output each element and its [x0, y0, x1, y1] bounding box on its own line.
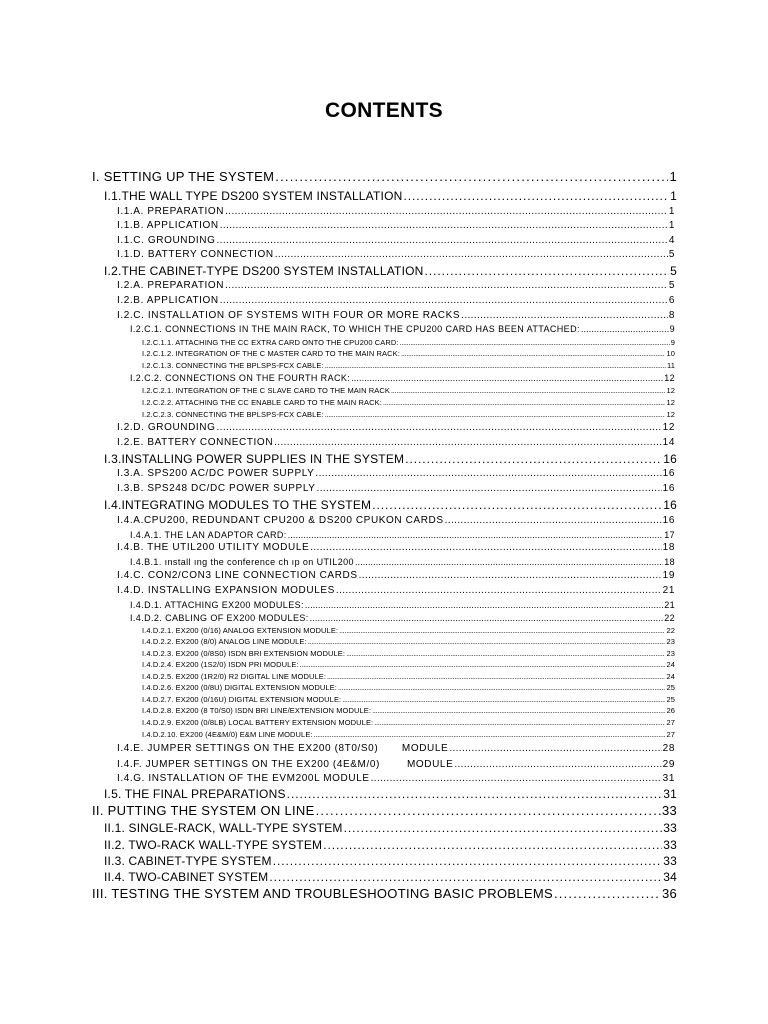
toc-dot-leader	[273, 855, 663, 867]
toc-entry[interactable]	[142, 661, 675, 669]
toc-entry[interactable]	[142, 411, 675, 419]
toc-entry-label: I.4.D.2.7. EX200 (0/16U) DIGITAL EXTENSION MODULE:	[142, 696, 342, 704]
toc-dot-leader	[274, 438, 662, 448]
toc-entry-page-number: 10	[666, 350, 675, 358]
toc-entry-label: I.1.B. APPLICATION	[117, 221, 219, 231]
toc-entry-label: I.4.A.1. THE LAN ADAPTOR CARD:	[130, 531, 287, 540]
toc-entry-page-number: 27	[666, 719, 675, 727]
toc-entry-page-number: 5	[668, 250, 675, 260]
toc-entry-label: I.2.C.2.3. CONNECTING THE BPLSPS-FCX CABLE:	[142, 411, 324, 419]
toc-entry[interactable]	[142, 707, 675, 715]
page-title: CONTENTS	[325, 99, 443, 122]
toc-entry-page-number: 9	[670, 339, 675, 347]
toc-entry-label: I.4.C. CON2/CON3 LINE CONNECTION CARDS	[117, 571, 358, 581]
toc-dot-leader	[403, 190, 669, 202]
toc-entry[interactable]	[130, 558, 675, 567]
toc-entry-page-number: 11	[667, 362, 675, 370]
toc-entry-label: I.2.D. GROUNDING	[117, 423, 216, 433]
toc-entry-page-number: 12	[662, 423, 675, 433]
toc-entry-page-number: 22	[666, 627, 675, 635]
toc-dot-leader	[300, 661, 666, 669]
toc-dot-leader	[325, 362, 666, 370]
toc-entry[interactable]	[92, 170, 677, 183]
toc-entry-page-number: 1	[669, 170, 677, 183]
toc-dot-leader	[287, 788, 663, 800]
toc-entry-page-number: 28	[662, 744, 675, 754]
toc-entry[interactable]	[130, 614, 675, 623]
toc-entry[interactable]	[117, 296, 675, 306]
toc-entry-label: I.2.C.2.1. INTEGRATION OF THE C SLAVE CARD TO THE MAIN RACK	[142, 387, 391, 395]
toc-entry-label: I.4.INTEGRATING MODULES TO THE SYSTEM	[104, 499, 372, 511]
toc-entry-page-number: 14	[662, 438, 675, 448]
toc-dot-leader	[342, 696, 665, 704]
toc-entry-label: I. SETTING UP THE SYSTEM	[92, 170, 275, 183]
toc-dot-leader	[339, 627, 665, 635]
toc-entry[interactable]	[92, 804, 677, 817]
toc-entry-label: I.4.D.2. CABLING OF EX200 MODULES:	[130, 614, 309, 623]
toc-entry[interactable]	[104, 788, 677, 800]
toc-entry-page-number: 1	[670, 190, 677, 202]
toc-entry-label: I.2.C.2.2. ATTACHING THE CC ENABLE CARD TO THE MAIN RACK:	[142, 399, 382, 407]
toc-entry[interactable]	[104, 190, 677, 202]
toc-entry-page-number: 18	[664, 558, 675, 567]
toc-entry[interactable]	[142, 696, 675, 704]
toc-dot-leader	[315, 469, 661, 479]
toc-entry-label: II.2. TWO-RACK WALL-TYPE SYSTEM	[104, 839, 323, 851]
toc-entry-page-number: 16	[663, 499, 677, 511]
toc-entry-label: I.5. THE FINAL PREPARATIONS	[104, 788, 286, 800]
toc-dot-leader	[355, 558, 663, 567]
toc-entry-page-number: 33	[663, 822, 677, 834]
toc-entry[interactable]	[117, 250, 675, 260]
toc-dot-leader	[401, 350, 666, 358]
toc-entry[interactable]	[104, 453, 677, 465]
toc-entry-label: I.4.D.2.3. EX200 (0/8S0) ISDN BRI EXTENSION MODULE:	[142, 650, 346, 658]
toc-entry[interactable]	[117, 207, 675, 217]
toc-entry[interactable]	[142, 673, 675, 681]
toc-entry[interactable]	[104, 839, 677, 851]
toc-entry-label: I.4.D.2.8. EX200 (8 T0/S0) ISDN BRI LINE/EXTENSION MODULE:	[142, 707, 372, 715]
toc-entry-page-number: 33	[663, 839, 677, 851]
toc-entry-page-number: 22	[664, 614, 675, 623]
toc-dot-leader	[554, 887, 661, 900]
toc-entry-label: I.2.E. BATTERY CONNECTION	[117, 438, 274, 448]
toc-entry-page-number: 23	[666, 638, 675, 646]
toc-entry-page-number: 33	[663, 855, 677, 867]
toc-entry-label: I.1.A. PREPARATION	[117, 207, 225, 217]
toc-entry-page-number: 6	[668, 296, 675, 306]
toc-dot-leader	[220, 296, 668, 306]
toc-dot-leader	[581, 325, 669, 334]
toc-entry-page-number: 4	[668, 236, 675, 246]
toc-entry-page-number: 16	[663, 453, 677, 465]
toc-entry-page-number: 12	[666, 387, 675, 395]
toc-entry-page-number: 29	[662, 760, 675, 770]
toc-entry[interactable]	[117, 221, 675, 231]
toc-dot-leader	[275, 170, 668, 183]
toc-dot-leader	[310, 543, 661, 553]
toc-entry[interactable]	[104, 499, 677, 511]
toc-entry-label: I.4.F. JUMPER SETTINGS ON THE EX200 (4E&M/0) MODULE	[117, 760, 454, 770]
toc-entry-page-number: 18	[662, 543, 675, 553]
toc-entry[interactable]	[130, 325, 675, 334]
toc-dot-leader	[346, 650, 665, 658]
toc-entry-page-number: 16	[662, 469, 675, 479]
toc-entry[interactable]	[130, 601, 675, 610]
toc-entry-label: I.4.E. JUMPER SETTINGS ON THE EX200 (8T0/S0) MODULE	[117, 744, 449, 754]
toc-dot-leader	[449, 744, 661, 754]
toc-dot-leader	[310, 614, 664, 623]
toc-dot-leader	[305, 601, 663, 610]
toc-entry-label: I.2.C.1.3. CONNECTING THE BPLSPS-FCX CABLE:	[142, 362, 324, 370]
toc-entry-page-number: 1	[668, 221, 675, 231]
toc-entry-label: I.3.INSTALLING POWER SUPPLIES IN THE SYSTEM	[104, 453, 405, 465]
toc-entry[interactable]	[117, 516, 675, 526]
toc-entry-label: I.2.A. PREPARATION	[117, 281, 225, 291]
toc-entry-label: I.4.B.1. ınstall ıng the conference ch ıp on UTIL200	[130, 558, 354, 567]
toc-dot-leader	[461, 311, 668, 321]
toc-entry-label: I.4.D.2.10. EX200 (4E&M/0) E&M LINE MODULE:	[142, 731, 313, 739]
toc-entry[interactable]	[142, 399, 675, 407]
toc-entry-page-number: 21	[662, 586, 675, 596]
toc-dot-leader	[372, 707, 665, 715]
toc-dot-leader	[445, 516, 662, 526]
toc-entry-page-number: 1	[668, 207, 675, 217]
toc-dot-leader	[374, 719, 665, 727]
toc-entry[interactable]	[142, 362, 675, 370]
toc-entry[interactable]	[104, 265, 677, 277]
toc-entry-label: I.3.A. SPS200 AC/DC POWER SUPPLY	[117, 469, 315, 479]
toc-entry[interactable]	[142, 638, 675, 646]
toc-entry-page-number: 24	[666, 673, 675, 681]
toc-entry-page-number: 21	[664, 601, 675, 610]
toc-entry[interactable]	[117, 469, 675, 479]
toc-entry-page-number: 31	[663, 788, 677, 800]
toc-entry-label: I.2.C.1.2. INTEGRATION OF THE C MASTER CARD TO THE MAIN RACK:	[142, 350, 400, 358]
toc-entry-page-number: 16	[662, 516, 675, 526]
toc-entry[interactable]	[142, 387, 675, 395]
toc-entry-page-number: 12	[664, 374, 675, 383]
toc-entry-label: I.3.B. SPS248 DC/DC POWER SUPPLY	[117, 484, 316, 494]
toc-entry[interactable]	[117, 543, 675, 553]
toc-entry[interactable]	[117, 281, 675, 291]
toc-entry-label: I.4.D.2.4. EX200 (1S2/0) ISDN PRI MODULE:	[142, 661, 299, 669]
toc-dot-leader	[217, 236, 668, 246]
toc-entry[interactable]	[117, 438, 675, 448]
toc-entry[interactable]	[117, 311, 675, 321]
toc-entry-page-number: 8	[668, 311, 675, 321]
toc-entry-page-number: 5	[668, 281, 675, 291]
toc-entry[interactable]	[130, 531, 675, 540]
toc-dot-leader	[217, 423, 662, 433]
toc-entry-label: II.4. TWO-CABINET SYSTEM	[104, 871, 269, 883]
toc-entry-label: I.4.G. INSTALLATION OF THE EVM200L MODULE	[117, 774, 370, 784]
toc-entry-label: I.4.D. INSTALLING EXPANSION MODULES	[117, 586, 335, 596]
toc-entry-label: II.3. CABINET-TYPE SYSTEM	[104, 855, 272, 867]
toc-entry-page-number: 26	[666, 707, 675, 715]
toc-entry-label: I.2.C.1. CONNECTIONS IN THE MAIN RACK, TO WHICH THE CPU200 CARD HAS BEEN ATTACHED:	[130, 325, 580, 334]
toc-entry-page-number: 9	[669, 325, 675, 334]
toc-dot-leader	[225, 207, 668, 217]
toc-dot-leader	[405, 453, 662, 465]
toc-entry[interactable]	[104, 822, 677, 834]
toc-entry-label: I.4.A.CPU200, REDUNDANT CPU200 & DS200 CPUKON CARDS	[117, 516, 444, 526]
toc-dot-leader	[425, 265, 670, 277]
toc-dot-leader	[275, 250, 668, 260]
toc-dot-leader	[391, 387, 665, 395]
toc-dot-leader	[317, 484, 662, 494]
toc-entry-page-number: 34	[663, 871, 677, 883]
toc-entry[interactable]	[117, 236, 675, 246]
toc-entry-label: I.4.D.2.6. EX200 (0/8U) DIGITAL EXTENSION MODULE:	[142, 684, 337, 692]
toc-dot-leader	[338, 684, 665, 692]
toc-entry-page-number: 12	[666, 399, 675, 407]
toc-entry-page-number: 12	[666, 411, 675, 419]
toc-entry-page-number: 16	[662, 484, 675, 494]
toc-entry-label: I.2.C.1.1. ATTACHING THE CC EXTRA CARD ONTO THE CPU200 CARD:	[142, 339, 399, 347]
toc-dot-leader	[288, 531, 663, 540]
toc-dot-leader	[308, 638, 666, 646]
toc-entry-label: II.1. SINGLE-RACK, WALL-TYPE SYSTEM	[104, 822, 343, 834]
toc-entry[interactable]	[142, 731, 675, 739]
toc-entry-page-number: 27	[666, 731, 675, 739]
toc-entry[interactable]	[117, 484, 675, 494]
toc-dot-leader	[220, 221, 668, 231]
toc-dot-leader	[269, 871, 662, 883]
toc-dot-leader	[383, 399, 666, 407]
toc-entry[interactable]	[142, 684, 675, 692]
toc-entry[interactable]	[92, 887, 677, 900]
toc-entry-page-number: 25	[666, 696, 675, 704]
toc-entry[interactable]	[104, 871, 677, 883]
toc-entry-label: I.1.D. BATTERY CONNECTION	[117, 250, 274, 260]
toc-entry-page-number: 17	[664, 531, 675, 540]
toc-entry[interactable]	[117, 744, 675, 754]
toc-entry[interactable]	[130, 374, 675, 383]
toc-entry-label: I.4.B. THE UTIL200 UTILITY MODULE	[117, 543, 310, 553]
toc-entry-page-number: 33	[661, 804, 677, 817]
toc-dot-leader	[372, 499, 662, 511]
toc-dot-leader	[351, 374, 663, 383]
toc-entry[interactable]	[142, 650, 675, 658]
toc-entry-label: I.4.D.2.1. EX200 (0/16) ANALOG EXTENSION MODULE:	[142, 627, 339, 635]
toc-entry-label: I.4.D.1. ATTACHING EX200 MODULES:	[130, 601, 304, 610]
toc-dot-leader	[323, 839, 662, 851]
toc-dot-leader	[316, 804, 661, 817]
toc-dot-leader	[314, 731, 666, 739]
toc-entry-label: I.2.THE CABINET-TYPE DS200 SYSTEM INSTALLATION	[104, 265, 424, 277]
toc-entry[interactable]	[117, 571, 675, 581]
toc-dot-leader	[454, 760, 661, 770]
toc-entry-page-number: 25	[666, 684, 675, 692]
toc-dot-leader	[327, 673, 665, 681]
toc-entry-page-number: 5	[670, 265, 677, 277]
toc-entry-page-number: 36	[661, 887, 677, 900]
toc-entry[interactable]	[142, 627, 675, 635]
toc-dot-leader	[325, 411, 666, 419]
toc-entry-label: I.2.C. INSTALLATION OF SYSTEMS WITH FOUR OR MORE RACKS	[117, 311, 461, 321]
toc-entry-page-number: 24	[666, 661, 675, 669]
toc-dot-leader	[344, 822, 663, 834]
toc-entry[interactable]	[142, 350, 675, 358]
toc-entry-label: I.4.D.2.9. EX200 (0/8LB) LOCAL BATTERY EXTENSION MODULE:	[142, 719, 374, 727]
toc-dot-leader	[371, 774, 662, 784]
toc-entry-label: I.1.THE WALL TYPE DS200 SYSTEM INSTALLATION	[104, 190, 403, 202]
toc-entry-label: I.2.C.2. CONNECTIONS ON THE FOURTH RACK:	[130, 374, 351, 383]
toc-entry[interactable]	[117, 423, 675, 433]
toc-entry-page-number: 19	[662, 571, 675, 581]
toc-entry-label: I.1.C. GROUNDING	[117, 236, 216, 246]
toc-entry[interactable]	[117, 586, 675, 596]
toc-dot-leader	[225, 281, 668, 291]
toc-entry-page-number: 31	[662, 774, 675, 784]
toc-entry[interactable]	[142, 339, 675, 347]
toc-entry-label: I.2.B. APPLICATION	[117, 296, 219, 306]
toc-entry-label: I.4.D.2.5. EX200 (1R2/0) R2 DIGITAL LINE MODULE:	[142, 673, 327, 681]
toc-entry-label: III. TESTING THE SYSTEM AND TROUBLESHOOTING BASIC PROBLEMS	[92, 887, 553, 900]
toc-dot-leader	[359, 571, 662, 581]
toc-dot-leader	[400, 339, 670, 347]
toc-entry[interactable]	[104, 855, 677, 867]
toc-entry-label: I.4.D.2.2. EX200 (8/0) ANALOG LINE MODULE:	[142, 638, 307, 646]
toc-entry-page-number: 23	[666, 650, 675, 658]
toc-entry[interactable]	[117, 760, 675, 770]
toc-entry[interactable]	[117, 774, 675, 784]
toc-entry-label: II. PUTTING THE SYSTEM ON LINE	[92, 804, 315, 817]
toc-dot-leader	[336, 586, 662, 596]
toc-entry[interactable]	[142, 719, 675, 727]
